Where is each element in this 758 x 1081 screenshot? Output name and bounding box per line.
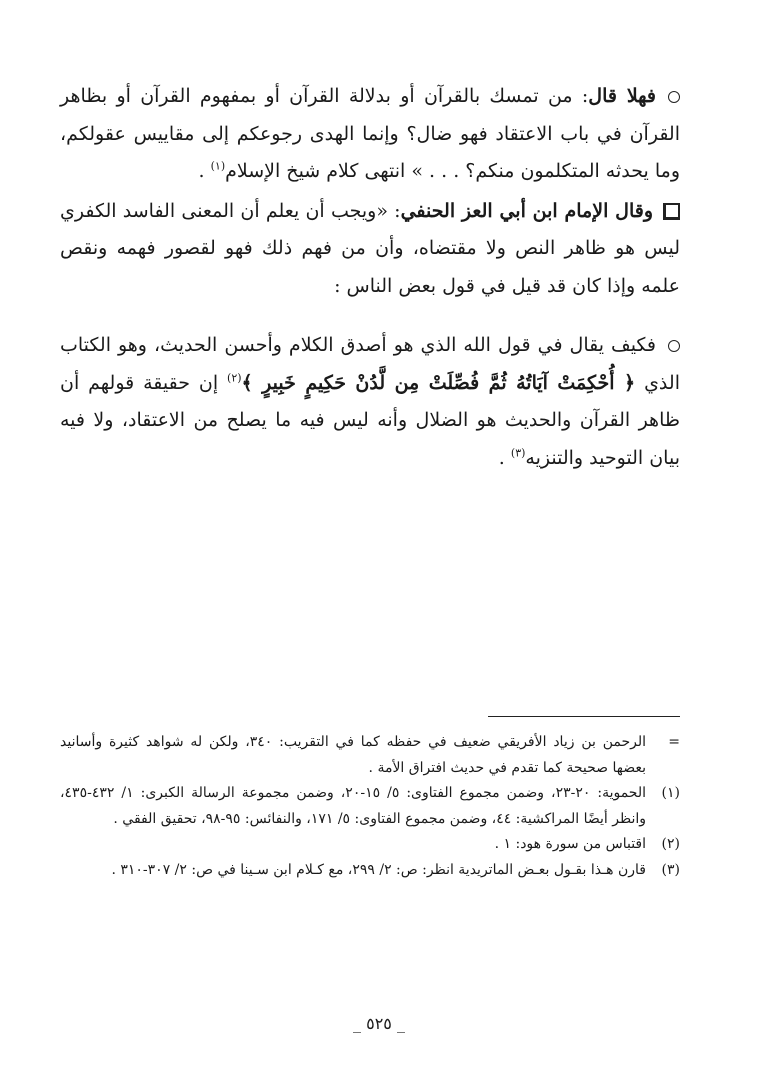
paragraph-1 <box>60 78 680 191</box>
circle-bullet-icon <box>668 340 680 352</box>
footnote-2 <box>60 832 680 858</box>
paragraph-2-text: : «ويجب أن يعلم أن المعنى الفاسد الكفري ليس هو ظاهر النص ولا مقتضاه، وأن من فهم ذلك فهو لقصور فهمه ونقص علمه وإذا كان قد قيل في قول بعض الناس : <box>60 199 680 297</box>
main-text <box>60 78 680 477</box>
footnote-number: = <box>668 734 680 750</box>
paragraph-1-text: : من تمسك بالقرآن أو بدلالة القرآن أو بمفهوم القرآن أو بظاهر القرآن في باب الاعتقاد فهو ضال؟ وإنما الهدى رجوعكم إلى مقاييس عقولكم، وما يحدثه المتكلمون منكم؟ . . . » انتهى كلام شيخ الإسلام <box>60 85 681 182</box>
paragraph-3-tail: . <box>498 446 511 469</box>
page-number: _ ٥٢٥ _ <box>353 1014 405 1033</box>
footnote-text: قارن هـذا بقـول بعـض الماتريدية انظر: ص: ٢/ ٢٩٩، مع كـلام ابن سـينا في ص: ٢/ ٣٠٧-٣١٠ . <box>111 861 646 878</box>
footnote-number: (١) <box>661 785 680 801</box>
circle-bullet-icon <box>668 91 680 103</box>
footnote-continuation <box>60 730 680 781</box>
footnote-ref-3: (٣) <box>510 446 526 460</box>
paragraph-1-lead: فهلا قال <box>588 85 657 107</box>
footnote-number: (٢) <box>661 836 680 852</box>
footnote-text: اقتباس من سورة هود: ١ . <box>494 836 646 852</box>
paragraph-3-text: إن حقيقة قولهم أن ظاهر القرآن والحديث هو الضلال وأنه ليس فيه ما يصلح من الاعتقاد، ولا فيه بيان التوحيد والتنزيه <box>60 371 680 469</box>
paragraph-1-tail: . <box>198 160 211 182</box>
footnote-divider <box>488 716 680 717</box>
square-bullet-icon <box>663 203 680 220</box>
footnote-ref-2: (٢) <box>227 371 242 385</box>
footnotes <box>60 730 680 883</box>
quran-verse: ﴿ أُحْكِمَتْ آيَاتُهُ ثُمَّ فُصِّلَتْ مِن لَّدُنْ حَكِيمٍ خَبِيرٍ ﴾ <box>241 371 636 394</box>
paragraph-2 <box>60 193 680 306</box>
footnote-ref-1: (١) <box>210 159 226 173</box>
paragraph-3-lead: فكيف يقال في قول الله الذي هو أصدق الكلام وأحسن الحديث، وهو الكتاب الذي <box>60 334 680 394</box>
footnote-text: الحموية: ٢٠-٢٣، وضمن مجموع الفتاوى: ٥/ ١٥-٢٠، وضمن مجموعة الرسالة الكبرى: ١/ ٤٣٢-٤٣٥، وانظر أيضًا المراكشية: ٤٤، وضمن مجموع الفتاوى: ٥/ ١٧١، والنفائس: ٩٥-٩٨، تحقيق الفقي . <box>60 785 647 827</box>
paragraph-3 <box>60 327 680 477</box>
footnote-number: (٣) <box>661 861 680 878</box>
footnote-text: الرحمن بن زياد الأفريقي ضعيف في حفظه كما في التقريب: ٣٤٠، ولكن له شواهد كثيرة وأسانيد بعضها صحيحة كما تقدم في حديث افتراق الأمة . <box>60 734 646 776</box>
paragraph-2-lead: وقال الإمام ابن أبي العز الحنفي <box>400 199 654 222</box>
footnote-1 <box>60 781 680 832</box>
footnote-3 <box>60 858 680 884</box>
